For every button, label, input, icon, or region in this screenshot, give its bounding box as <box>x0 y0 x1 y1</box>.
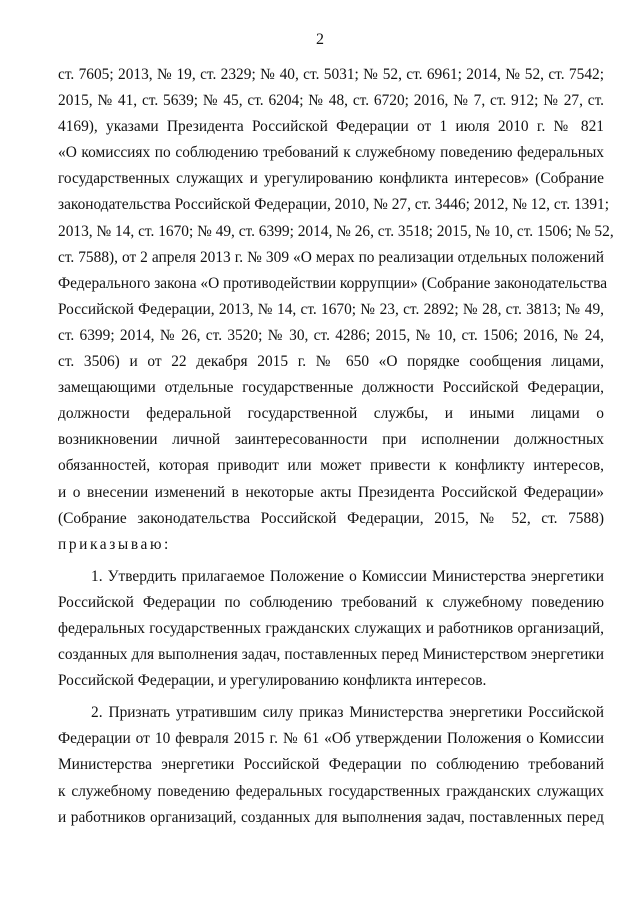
text-line: Российской Федерации, и урегулированию конфликта интересов. <box>58 672 487 690</box>
text-line: законодательства Российской Федерации, 2010, № 27, ст. 3446; 2012, № 12, ст. 1391; <box>58 196 610 214</box>
text-line: ст. 3506) и от 22 декабря 2015 г. № 650 «О порядке сообщения лицами, <box>58 353 604 371</box>
text-line: ст. 6399; 2014, № 26, ст. 3520; № 30, ст. 4286; 2015, № 10, ст. 1506; 2016, № 24, <box>58 326 604 344</box>
text-line: 2. Признать утратившим силу приказ Министерства энергетики Российской <box>91 704 604 722</box>
text-line: 2015, № 41, ст. 5639; № 45, ст. 6204; № 48, ст. 6720; 2016, № 7, ст. 912; № 27, ст. <box>58 92 604 110</box>
paragraph-intro <box>58 62 614 558</box>
text-line: 4169), указами Президента Российской Федерации от 1 июля 2010 г. № 821 <box>58 118 604 136</box>
text-line: Министерства энергетики Российской Федерации по соблюдению требований <box>58 756 604 774</box>
text-line: Федерального закона «О противодействии коррупции» (Собрание законодательства <box>58 274 608 292</box>
text-line: замещающими отдельные государственные должности Российской Федерации, <box>58 379 604 397</box>
text-line: федеральных государственных гражданских служащих и работников организаций, <box>58 619 604 637</box>
text-line: возникновении личной заинтересованности при исполнении должностных <box>58 431 604 449</box>
text-line: и о внесении изменений в некоторые акты Президента Российской Федерации» <box>58 483 604 501</box>
text-line: ст. 7588), от 2 апреля 2013 г. № 309 «О мерах по реализации отдельных положений <box>58 248 604 266</box>
text-line: должности федеральной государственной службы, и иными лицами о <box>58 405 604 423</box>
text-line: 1. Утвердить прилагаемое Положение о Комиссии Министерства энергетики <box>91 567 604 585</box>
text-line: (Собрание законодательства Российской Федерации, 2015, № 52, ст. 7588) <box>58 509 604 527</box>
document-body <box>58 62 614 831</box>
text-line: Федерации от 10 февраля 2015 г. № 61 «Об утверждении Положения о Комиссии <box>58 730 604 748</box>
page-number: 2 <box>316 31 324 48</box>
text-line: созданных для выполнения задач, поставленных перед Министерством энергетики <box>58 646 604 664</box>
text-line: Российской Федерации по соблюдению требований к служебному поведению <box>58 593 604 611</box>
order-word: приказываю: <box>58 535 171 553</box>
text-line: и работников организаций, созданных для выполнения задач, поставленных перед <box>58 808 604 826</box>
text-line: государственных служащих и урегулированию конфликта интересов» (Собрание <box>58 170 604 188</box>
text-line: обязанностей, которая приводит или может привести к конфликту интересов, <box>58 457 604 475</box>
paragraph-2 <box>58 700 604 830</box>
paragraph-1 <box>58 564 604 694</box>
text-line: ст. 7605; 2013, № 19, ст. 2329; № 40, ст. 5031; № 52, ст. 6961; 2014, № 52, ст. 7542; <box>58 66 604 83</box>
text-line: 2013, № 14, ст. 1670; № 49, ст. 6399; 2014, № 26, ст. 3518; 2015, № 10, ст. 1506; № 52, <box>58 222 614 240</box>
text-line: «О комиссиях по соблюдению требований к служебному поведению федеральных <box>58 144 604 162</box>
text-line: к служебному поведению федеральных государственных гражданских служащих <box>58 782 604 800</box>
text-line: Российской Федерации, 2013, № 14, ст. 1670; № 23, ст. 2892; № 28, ст. 3813; № 49, <box>58 300 604 318</box>
